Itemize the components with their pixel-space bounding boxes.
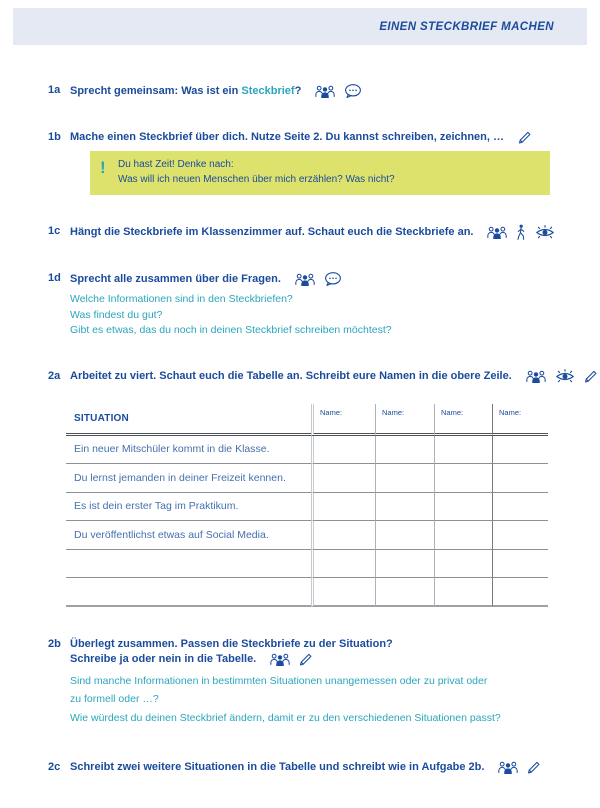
task-1c-icons [486,224,556,241]
answer-cell [311,550,375,579]
task-2b-questions [70,672,560,728]
situation-text: Ein neuer Mitschüler kommt in die Klasse. [66,436,311,465]
group-icon [525,369,547,384]
answer-cell [375,521,434,550]
situation-text: Du lernst jemanden in deiner Freizeit kennen. [66,464,311,493]
group-icon [269,652,291,667]
task-1a-number: 1a [48,84,61,96]
answer-cell [492,464,548,493]
task-1a-icons [314,83,363,99]
answer-cell [375,578,434,607]
eye-icon [534,225,556,240]
answer-cell [311,521,375,550]
task-1d-text: Sprecht alle zusammen über die Fragen. [70,272,281,285]
table-header-name-2: Name: [375,404,434,436]
answer-cell [375,464,434,493]
table-row [66,436,548,465]
speech-bubble-icon [343,83,363,99]
pencil-icon [517,130,532,145]
table-header-situation: SITUATION [66,404,311,436]
task-1c-number: 1c [48,225,61,237]
answer-cell [311,464,375,493]
task-1c [48,224,570,241]
table-header-name-4: Name: [492,404,548,436]
task-2b [48,637,570,667]
group-icon [294,272,316,287]
task-1d [48,271,570,287]
task-1a [48,83,570,99]
answer-cell [492,521,548,550]
answer-cell [434,493,492,522]
answer-cell [375,550,434,579]
answer-cell [311,436,375,465]
situation-text: Es ist dein erster Tag im Praktikum. [66,493,311,522]
task-1a-text: Sprecht gemeinsam: Was ist ein Steckbrief? [70,84,302,97]
hint-line-1: Du hast Zeit! Denke nach: [118,159,234,170]
question-line: Gibt es etwas, das du noch in deinen Steckbrief schreiben möchtest? [70,324,392,336]
answer-cell [434,521,492,550]
situation-text [66,578,311,607]
answer-cell [492,493,548,522]
answer-cell [434,436,492,465]
answer-cell [375,436,434,465]
eye-icon [554,369,576,384]
table-header-name-3: Name: [434,404,492,436]
page-title: EINEN STECKBRIEF MACHEN [379,20,554,33]
task-1b-text: Mache einen Steckbrief über dich. Nutze Seite 2. Du kannst schreiben, zeichnen, … [70,131,505,143]
question-line: Sind manche Informationen in bestimmten Situationen unangemessen oder zu privat oder [70,674,488,687]
task-2a-number: 2a [48,369,61,382]
task-2b-line-1: Überlegt zusammen. Passen die Steckbriefe zu der Situation? [70,637,393,650]
answer-cell [434,578,492,607]
answer-cell [492,550,548,579]
hint-box [90,151,550,195]
table-header-row [66,404,548,436]
table-header-name-1: Name: [311,404,375,436]
group-icon [497,760,519,775]
task-2b-number: 2b [48,637,61,650]
table-row [66,464,548,493]
walking-person-icon [515,224,527,241]
situation-text: Du veröffentlichst etwas auf Social Media. [66,521,311,550]
table-row [66,521,548,550]
pencil-icon [526,760,541,775]
speech-bubble-icon [323,271,343,287]
answer-cell [311,578,375,607]
group-icon [314,84,336,99]
answer-cell [311,493,375,522]
answer-cell [492,436,548,465]
answer-cell [434,464,492,493]
task-1d-questions [70,292,600,339]
task-1d-number: 1d [48,272,61,284]
table-row [66,493,548,522]
task-2c [48,760,570,775]
answer-cell [492,578,548,607]
task-2b-icons [269,652,313,667]
situation-text [66,550,311,579]
task-2a-icons [525,369,598,384]
page-header-bar [13,8,587,45]
question-line: Welche Informationen sind in den Steckbriefen? [70,293,293,305]
group-icon [486,225,508,240]
table-row-empty [66,578,548,607]
task-1b-number: 1b [48,131,61,143]
task-2c-text: Schreibt zwei weitere Situationen in die Tabelle und schreibt wie in Aufgabe 2b. [70,761,485,773]
hint-line-2: Was will ich neuen Menschen über mich erzählen? Was nicht? [118,173,395,185]
task-2c-number: 2c [48,761,61,773]
pencil-icon [583,369,598,384]
answer-cell [434,550,492,579]
task-2c-icons [497,760,541,775]
pencil-icon [298,652,313,667]
task-2a-text: Arbeitet zu viert. Schaut euch die Tabelle an. Schreibt eure Namen in die obere Zeile. [70,369,512,382]
task-1c-text: Hängt die Steckbriefe im Klassenzimmer auf. Schaut euch die Steckbriefe an. [70,226,474,238]
highlight-steckbrief: Steckbrief [241,84,295,97]
exclamation-icon: ! [100,158,106,177]
question-line: Was findest du gut? [70,308,163,321]
task-1d-icons [294,271,343,287]
hint-text [118,158,395,187]
situation-table [66,404,548,607]
task-1b-icons [517,130,532,145]
task-2a [48,369,570,384]
task-2b-line-2: Schreibe ja oder nein in die Tabelle. [70,652,257,665]
question-line: zu formell oder …? [70,693,159,705]
question-line: Wie würdest du deinen Steckbrief ändern, damit er zu den verschiedenen Situationen passt? [70,711,501,724]
table-row-empty [66,550,548,579]
answer-cell [375,493,434,522]
task-1b [48,130,570,195]
